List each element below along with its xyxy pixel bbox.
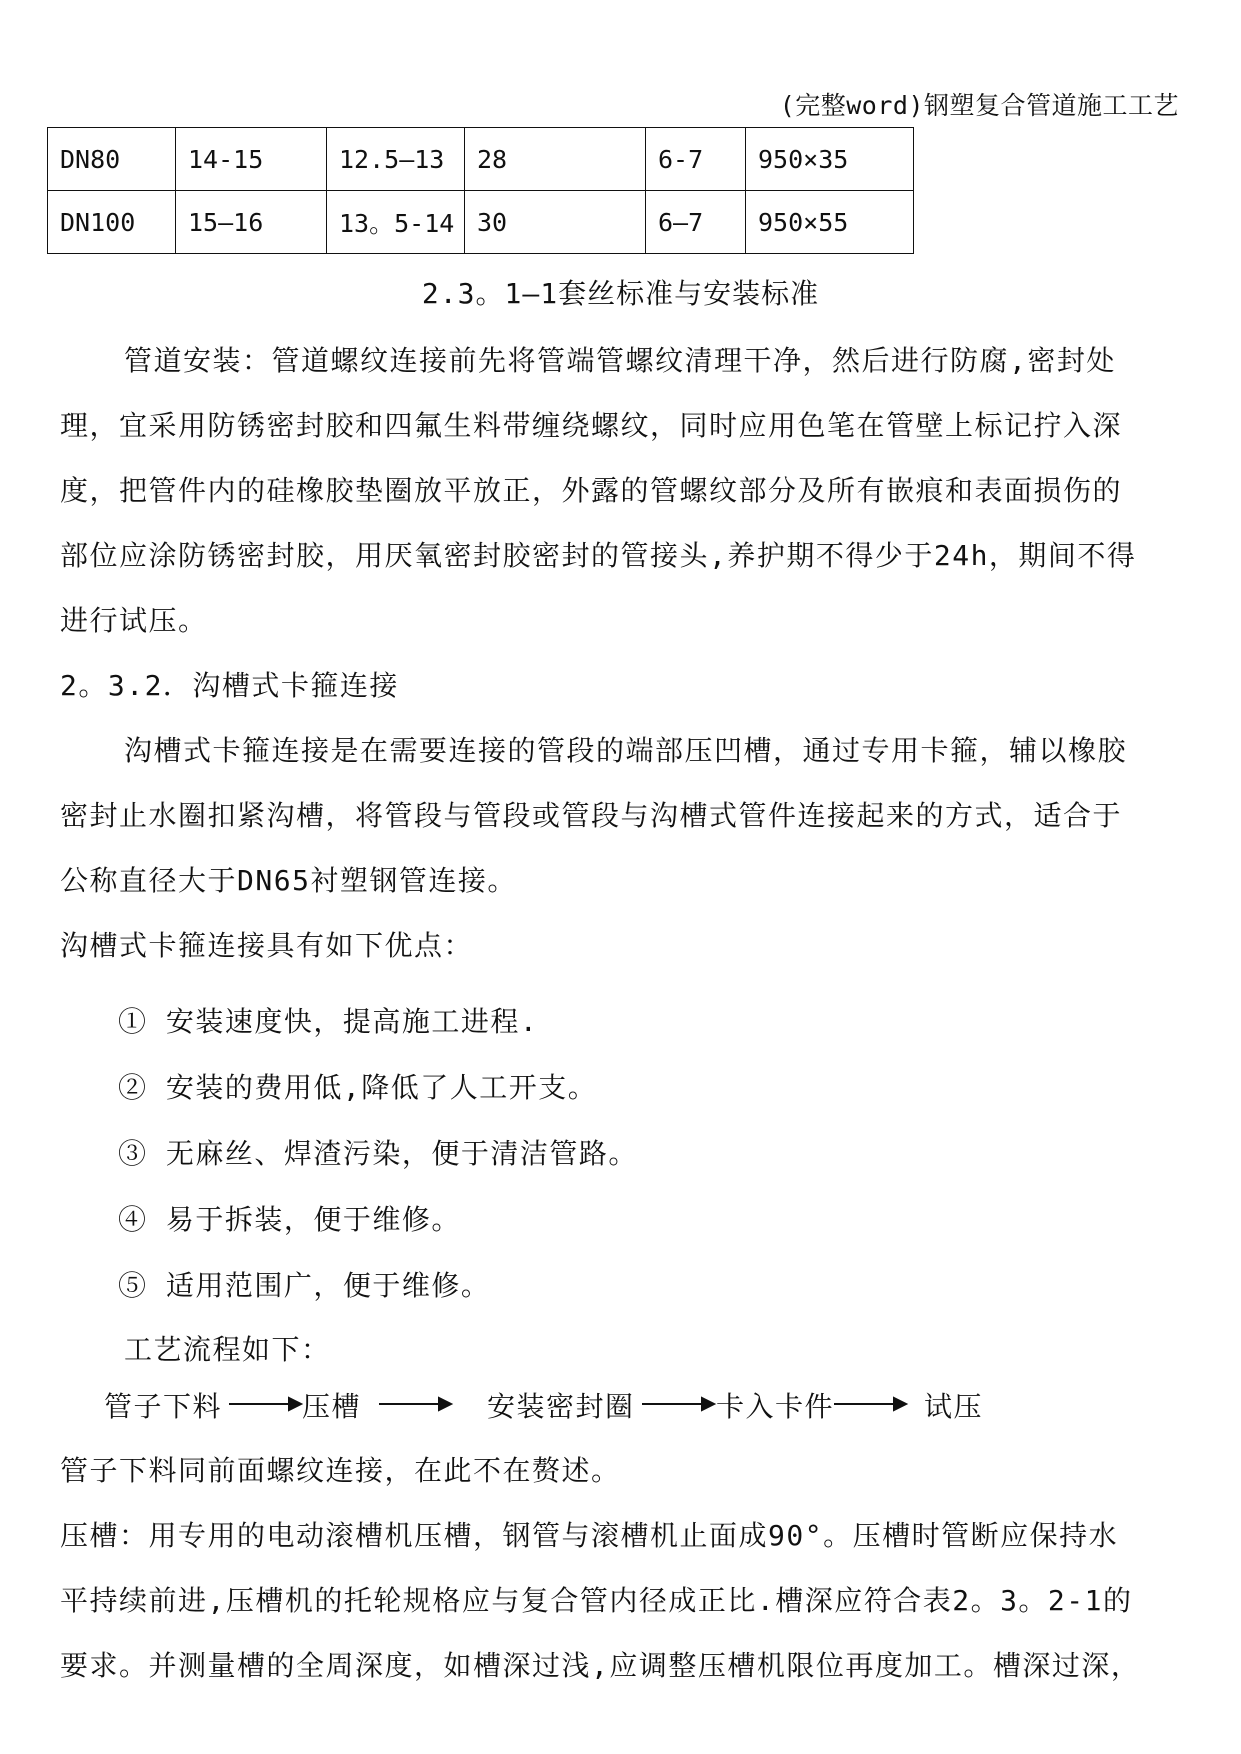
table-cell: 950×55 xyxy=(746,191,914,254)
spec-table xyxy=(47,127,914,254)
list-item: ③ 无麻丝、焊渣污染，便于清洁管路。 xyxy=(118,1137,638,1170)
flow-intro: 工艺流程如下： xyxy=(124,1333,331,1366)
flow-step-insert-fitting: 卡入卡件 xyxy=(716,1390,835,1423)
table-cell: DN100 xyxy=(48,191,176,254)
text-line: 平持续前进,压槽机的托轮规格应与复合管内径成正比.槽深应符合表2。3。2-1的 xyxy=(60,1584,1133,1617)
table-cell: 6—7 xyxy=(646,191,746,254)
flow-step-cut-pipe: 管子下料 xyxy=(104,1390,223,1423)
list-item: ② 安装的费用低,降低了人工开支。 xyxy=(118,1071,598,1104)
table-cell: 28 xyxy=(465,128,646,191)
text-line: 公称直径大于DN65衬塑钢管连接。 xyxy=(60,864,517,897)
flow-step-pressure-test: 试压 xyxy=(924,1390,984,1423)
text-line: 要求。并测量槽的全周深度，如槽深过浅,应调整压槽机限位再度加工。槽深过深， xyxy=(60,1649,1141,1682)
table-cell: 12.5—13 xyxy=(327,128,465,191)
advantages-intro: 沟槽式卡箍连接具有如下优点： xyxy=(60,929,474,962)
text-line: 管道安装：管道螺纹连接前先将管端管螺纹清理干净，然后进行防腐,密封处 xyxy=(124,344,1116,377)
table-row xyxy=(48,128,914,191)
list-item: ④ 易于拆装，便于维修。 xyxy=(118,1203,461,1236)
text-line: 压槽：用专用的电动滚槽机压槽，钢管与滚槽机止面成90°。压槽时管断应保持水 xyxy=(60,1519,1119,1552)
process-flow xyxy=(104,1385,1104,1425)
section-heading: 2。3.2．沟槽式卡箍连接 xyxy=(60,669,399,702)
page-header: (完整word)钢塑复合管道施工工艺 xyxy=(779,91,1179,120)
text-line: 沟槽式卡箍连接是在需要连接的管段的端部压凹槽，通过专用卡箍，辅以橡胶 xyxy=(124,734,1128,767)
paragraph-cut-pipe: 管子下料同前面螺纹连接，在此不在赘述。 xyxy=(60,1454,621,1487)
list-item: ① 安装速度快，提高施工进程. xyxy=(118,1005,539,1038)
text-line: 进行试压。 xyxy=(60,604,208,637)
text-line: 部位应涂防锈密封胶，用厌氧密封胶密封的管接头,养护期不得少于24h，期间不得 xyxy=(60,539,1137,572)
table-cell: 30 xyxy=(465,191,646,254)
table-cell: 13。5-14 xyxy=(327,191,465,254)
table-cell: 15—16 xyxy=(176,191,327,254)
flow-step-install-seal: 安装密封圈 xyxy=(487,1390,635,1423)
text-line: 度，把管件内的硅橡胶垫圈放平放正，外露的管螺纹部分及所有嵌痕和表面损伤的 xyxy=(60,474,1123,507)
table-cell: 6-7 xyxy=(646,128,746,191)
table-cell: DN80 xyxy=(48,128,176,191)
table-cell: 950×35 xyxy=(746,128,914,191)
text-line: 密封止水圈扣紧沟槽，将管段与管段或管段与沟槽式管件连接起来的方式，适合于 xyxy=(60,799,1123,832)
table-row xyxy=(48,191,914,254)
text-line: 理，宜采用防锈密封胶和四氟生料带缠绕螺纹，同时应用色笔在管壁上标记拧入深 xyxy=(60,409,1123,442)
list-item: ⑤ 适用范围广，便于维修。 xyxy=(118,1269,491,1302)
table-cell: 14-15 xyxy=(176,128,327,191)
flow-step-groove: 压槽 xyxy=(302,1390,362,1423)
table-caption: 2.3。1—1套丝标准与安装标准 xyxy=(421,277,820,310)
